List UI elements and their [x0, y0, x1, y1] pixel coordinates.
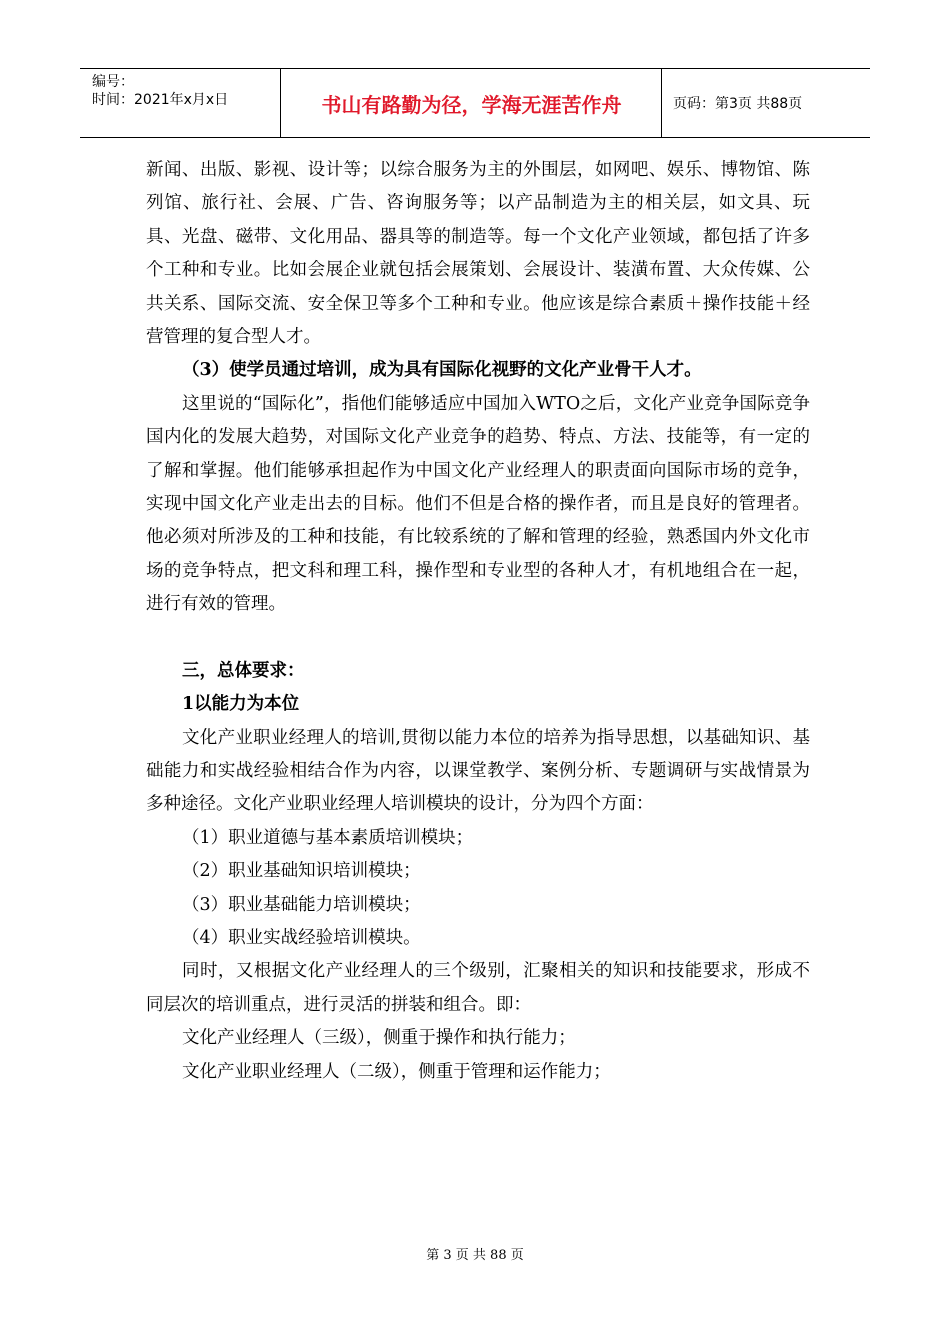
header-meta — [80, 69, 281, 137]
spacer — [146, 622, 810, 655]
list-item-module-4: （4）职业实战经验培训模块。 — [182, 927, 421, 948]
header-motto: 书山有路勤为径，学海无涯苦作舟 — [282, 69, 662, 137]
page-header — [80, 68, 870, 138]
page-footer: 第 3 页 共 88 页 — [426, 1248, 524, 1263]
paragraph-levels: 同时，又根据文化产业经理人的三个级别，汇聚相关的知识和技能要求，形成不同层次的培训重点，进行灵活的拼装和组合。即： — [146, 961, 810, 1015]
number-label: 编号： — [92, 74, 134, 90]
goal-heading-3: （3）使学员通过培训，成为具有国际化视野的文化产业骨干人才。 — [182, 360, 702, 381]
paragraph-training-design: 文化产业职业经理人的培训,贯彻以能力本位的培养为指导思想，以基础知识、基础能力和实战经验相结合作为内容，以课堂教学、案例分析、专题调研与实战情景为多种途径。文化产业职业经理人培训模块的设计，分为四个方面： — [146, 727, 810, 815]
list-item-module-2: （2）职业基础知识培训模块； — [182, 861, 421, 882]
section-heading-requirements: 三，总体要求： — [182, 660, 305, 681]
subsection-heading-ability: 1以能力为本位 — [182, 694, 300, 715]
header-page-info: 页码：第3页 共88页 — [673, 96, 803, 112]
list-item-module-3: （3）职业基础能力培训模块； — [182, 894, 421, 915]
paragraph-internationalization: 这里说的“国际化”，指他们能够适应中国加入WTO之后，文化产业竞争国际竞争国内化的发展大趋势，对国际文化产业竞争的趋势、特点、方法、技能等，有一定的了解和掌握。他们能够承担起作为中国文化产业经理人的职责面向国际市场的竞争，实现中国文化产业走出去的目标。他们不但是合格的操作者，而且是良好的管理者。他必须对所涉及的工种和技能，有比较系统的了解和管理的经验，熟悉国内外文化市场的竞争特点，把文科和理工科，操作型和专业型的各种人才，有机地组合在一起，进行有效的管理。 — [146, 393, 810, 615]
level-two-line: 文化产业职业经理人（二级），侧重于管理和运作能力； — [182, 1061, 611, 1082]
level-three-line: 文化产业经理人（三级），侧重于操作和执行能力； — [182, 1028, 576, 1049]
document-body — [146, 154, 810, 1089]
paragraph-industry-layers: 新闻、出版、影视、设计等；以综合服务为主的外围层，如网吧、娱乐、博物馆、陈列馆、旅行社、会展、广告、咨询服务等；以产品制造为主的相关层，如文具、玩具、光盘、磁带、文化用品、器具等的制造等。每一个文化产业领域，都包括了许多个工种和专业。比如会展企业就包括会展策划、会展设计、装潢布置、大众传媒、公共关系、国际交流、安全保卫等多个工种和专业。他应该是综合素质＋操作技能＋经营管理的复合型人才。 — [146, 160, 810, 348]
list-item-module-1: （1）职业道德与基本素质培训模块； — [182, 827, 474, 848]
date-label: 时间：2021年x月x日 — [92, 92, 229, 108]
